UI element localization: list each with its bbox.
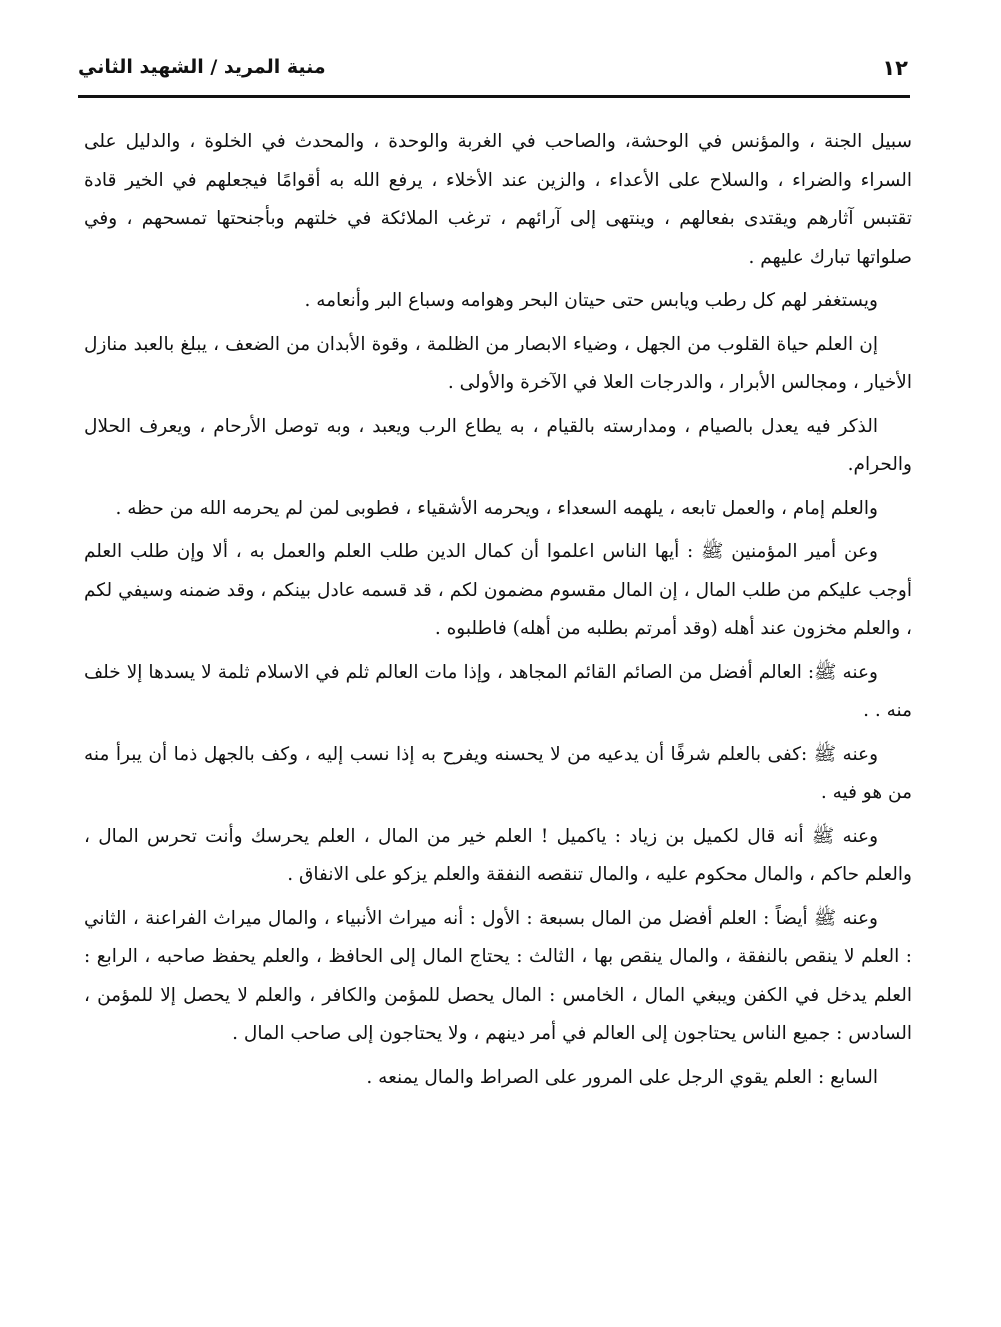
- paragraph: والعلم إمام ، والعمل تابعه ، يلهمه السعداء ، ويحرمه الأشقياء ، فطوبى لمن لم يحرمه الله من حظه .: [115, 497, 878, 519]
- paragraph: وعن أمير المؤمنين ﷺ : أيها الناس اعلموا أن كمال الدين طلب العلم والعمل به ، ألا وإن طلب العلم أوجب عليكم من طلب المال ، إن المال مقسوم مضمون لكم ، قد قسمه عادل بينكم ، وقد ضمنه وسيفي لكم ، والعلم مخزون عند أهله (وقد أمرتم بطلبه من أهله) فاطلبوه .: [84, 541, 912, 639]
- header-rule: [78, 95, 910, 98]
- paragraph: وعنه ﷺ أيضاً : العلم أفضل من المال بسبعة : الأول : أنه ميراث الأنبياء ، والمال ميراث الفراعنة ، الثاني : العلم لا ينقص بالنفقة ، والمال ينقص بها ، الثالث : يحتاج المال إلى الحافظ ، والعلم يحفظ صاحبه ، الرابع : العلم يدخل في الكفن ويبغي المال ، الخامس : المال يحصل للمؤمن والكافر ، والعلم لا يحصل إلا للمؤمن ، السادس : جميع الناس يحتاجون إلى العالم في أمر دينهم ، ولا يحتاجون إلى صاحب المال .: [84, 907, 912, 1044]
- page-header: [78, 52, 910, 92]
- paragraph: السابع : العلم يقوي الرجل على المرور على الصراط والمال يمنعه .: [366, 1066, 878, 1088]
- paragraph: الذكر فيه يعدل بالصيام ، ومدارسته بالقيام ، به يطاع الرب ويعبد ، وبه توصل الأرحام ، ويعرف الحلال والحرام.: [84, 415, 912, 475]
- paragraph: وعنه ﷺ: العالم أفضل من الصائم القائم المجاهد ، وإذا مات العالم ثلم في الاسلام ثلمة لا يسدها إلا خلف منه . .: [84, 661, 912, 721]
- paragraph: سبيل الجنة ، والمؤنس في الوحشة، والصاحب في الغربة والوحدة ، والمحدث في الخلوة ، والدليل على السراء والضراء ، والسلاح على الأعداء ، والزين عند الأخلاء ، يرفع الله به أقوامًا فيجعلهم في الخير قادة تقتبس آثارهم ويقتدى بفعالهم ، وينتهى إلى آرائهم ، ترغب الملائكة في خلتهم وبأجنحتها تمسحهم ، وفي صلواتها تبارك عليهم .: [84, 131, 912, 268]
- page-number: ١٢: [882, 56, 908, 80]
- paragraph: إن العلم حياة القلوب من الجهل ، وضياء الابصار من الظلمة ، وقوة الأبدان من الضعف ، يبلغ بالعبد منازل الأخيار ، ومجالس الأبرار ، والدرجات العلا في الآخرة والأولى .: [84, 333, 912, 393]
- paragraph: وعنه ﷺ أنه قال لكميل بن زياد : ياكميل ! العلم خير من المال ، العلم يحرسك وأنت تحرس المال ، والعلم حاكم ، والمال محكوم عليه ، والمال تنقصه النفقة والعلم يزكو على الانفاق .: [84, 825, 912, 885]
- running-title: منية المريد / الشهيد الثاني: [78, 56, 326, 78]
- paragraph: ويستغفر لهم كل رطب ويابس حتى حيتان البحر وهوامه وسباع البر وأنعامه .: [304, 290, 878, 311]
- body-text: [84, 123, 912, 1102]
- paragraph: وعنه ﷺ :كفى بالعلم شرفًا أن يدعيه من لا يحسنه ويفرح به إذا نسب إليه ، وكف بالجهل ذما أن يبرأ منه من هو فيه .: [84, 743, 912, 803]
